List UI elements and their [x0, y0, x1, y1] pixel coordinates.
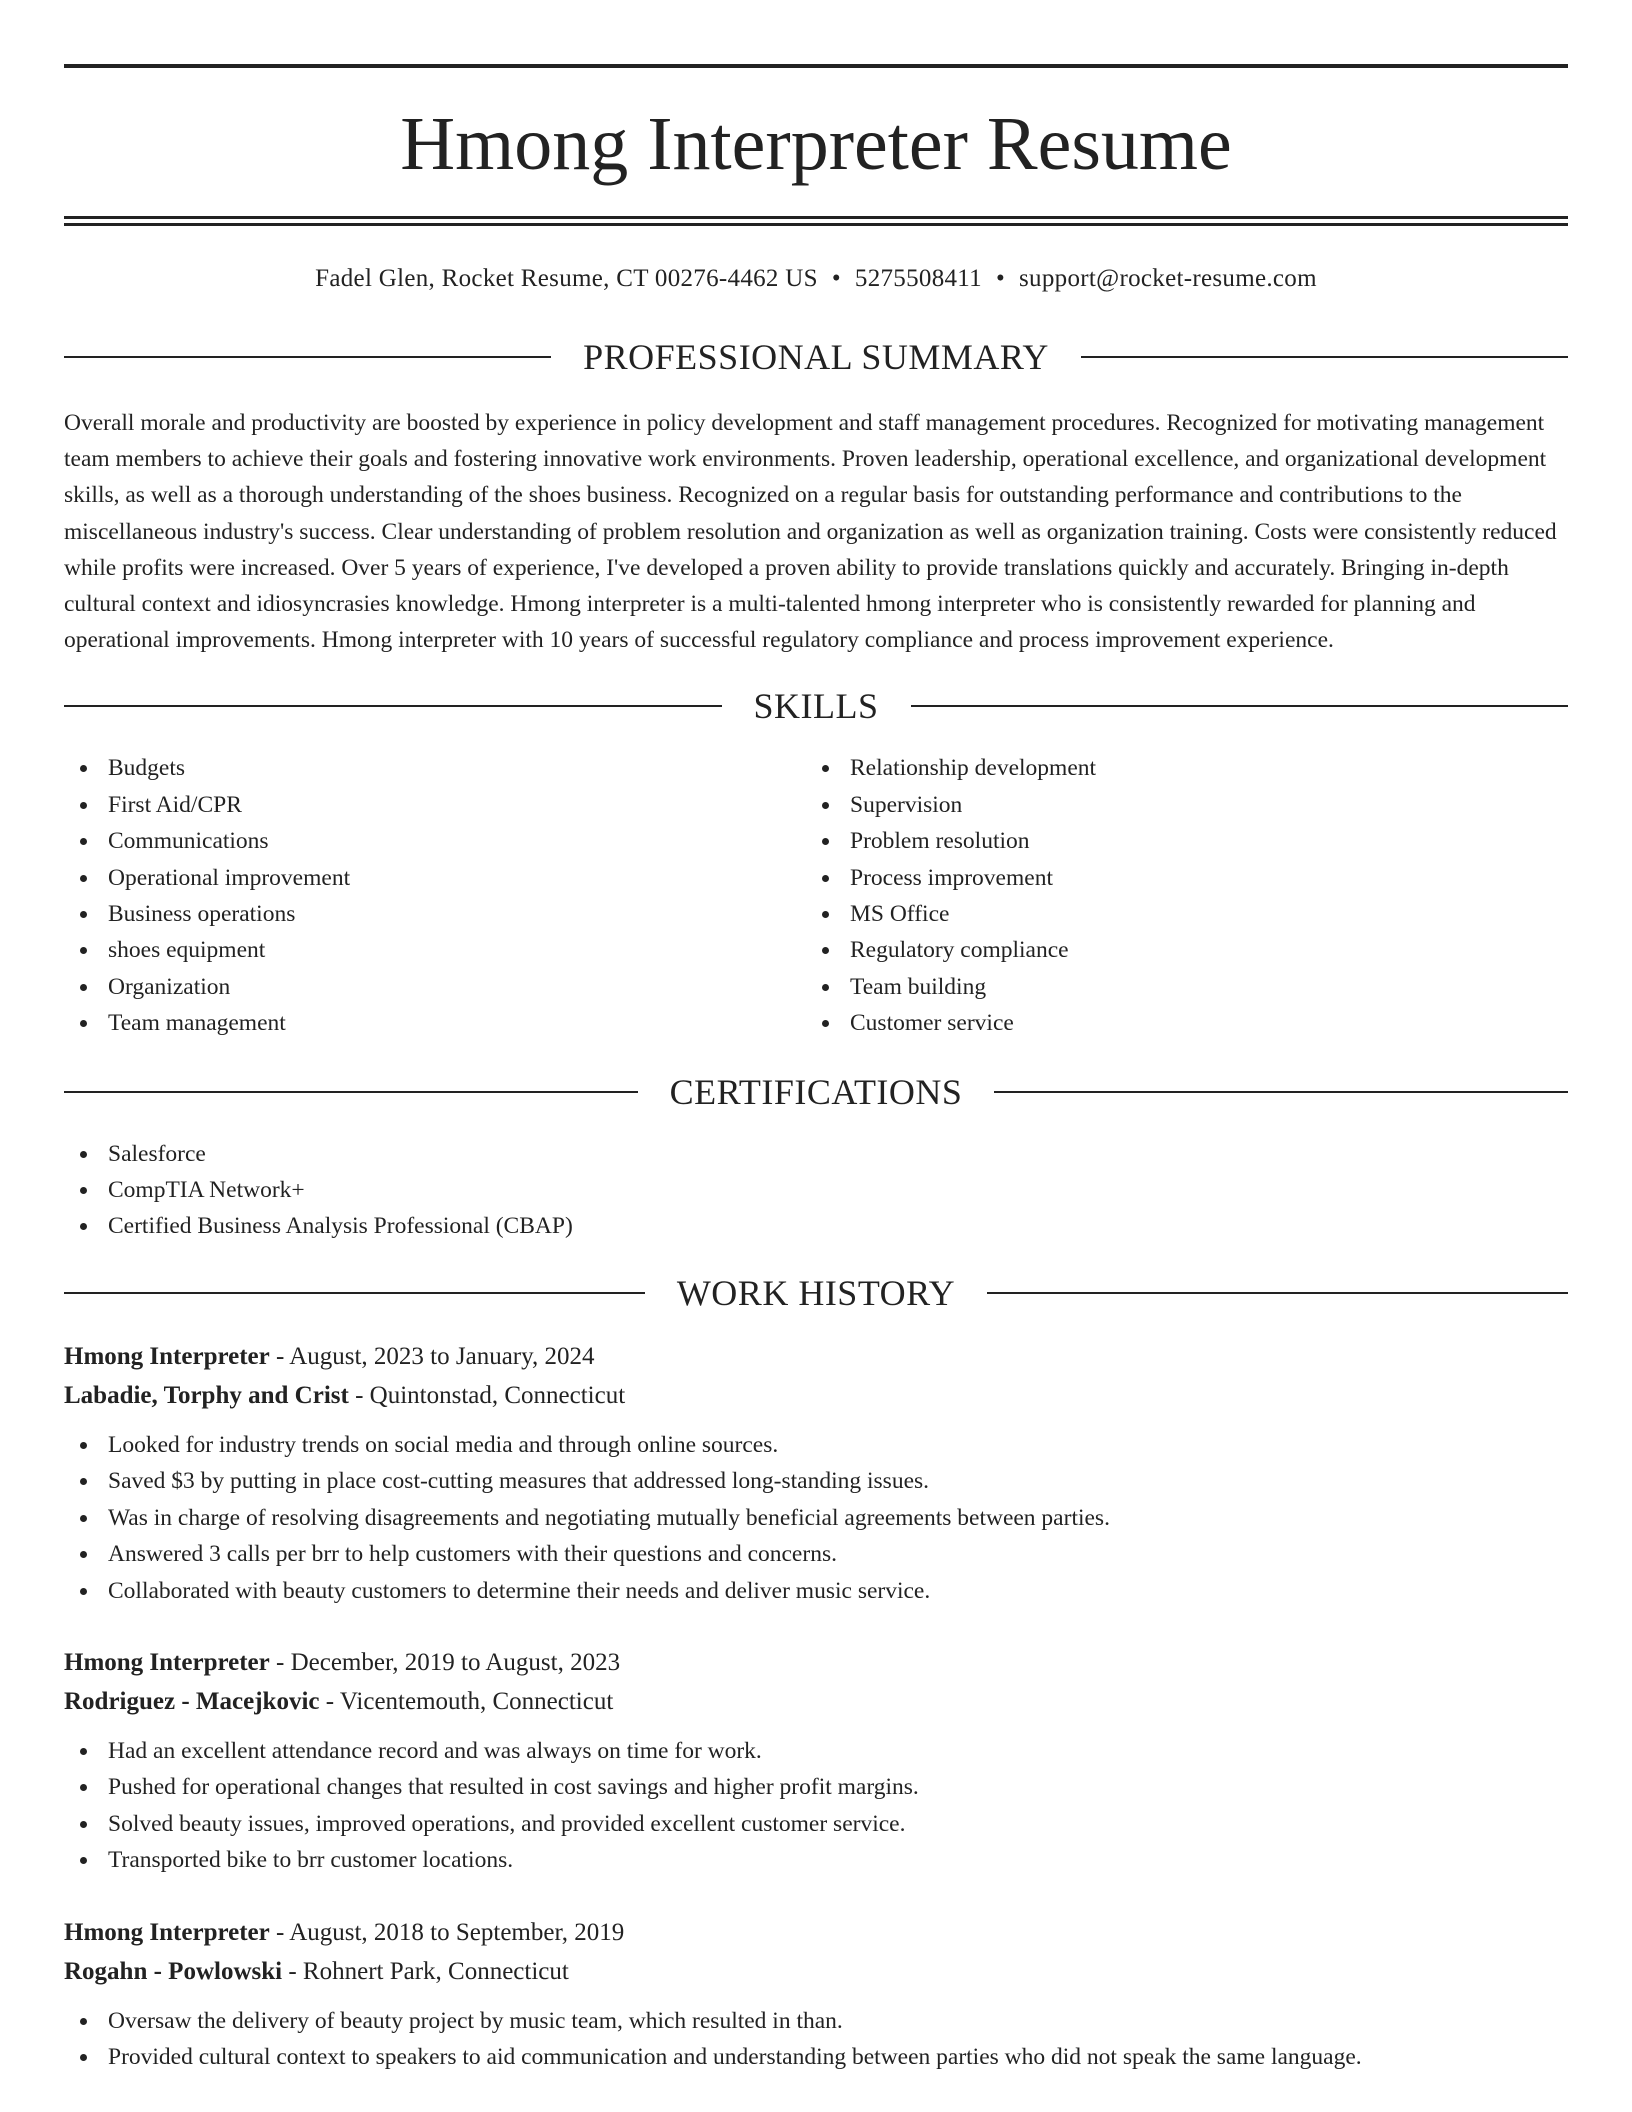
work-history-section-heading	[64, 1272, 1568, 1313]
job-title: Hmong Interpreter	[64, 1648, 270, 1676]
contact-phone: 5275508411	[854, 265, 982, 292]
skill-item: Supervision	[806, 787, 1548, 823]
certifications-section-heading	[64, 1071, 1568, 1112]
job-bullet: Looked for industry trends on social media and through online sources.	[64, 1427, 1568, 1463]
job-bullet: Answered 3 calls per brr to help customers with their questions and concerns.	[64, 1536, 1568, 1572]
contact-separator: •	[831, 265, 841, 292]
job-entry	[64, 1643, 1568, 1879]
heading-rule	[987, 1292, 1568, 1294]
job-title: Hmong Interpreter	[64, 1342, 270, 1370]
job-dates: - August, 2018 to September, 2019	[269, 1918, 625, 1946]
heading-rule	[64, 705, 722, 707]
job-bullet: Was in charge of resolving disagreements and negotiating mutually beneficial agreements between parties.	[64, 1500, 1568, 1536]
summary-text: Overall morale and productivity are boosted by experience in policy development and staff management procedures. Recognized for motivating management team members to achieve their goals and fostering innovative work environments. Proven leadership, operational excellence, and organizational development skills, as well as a thorough understanding of the shoes business. Recognized on a regular basis for outstanding performance and contributions to the miscellaneous industry's success. Clear understanding of problem resolution and organization as well as organization training. Costs were consistently reduced while profits were increased. Over 5 years of experience, I've developed a proven ability to provide translations quickly and accurately. Bringing in-depth cultural context and idiosyncrasies knowledge. Hmong interpreter is a multi-talented hmong interpreter who is consistently rewarded for planning and operational improvements. Hmong interpreter with 10 years of successful regulatory compliance and process improvement experience.	[64, 410, 1557, 654]
job-location: - Rohnert Park, Connecticut	[282, 1957, 569, 1985]
certification-item: Salesforce	[64, 1136, 1568, 1172]
job-company-line	[64, 1682, 1568, 1721]
job-company: Rodriguez - Macejkovic	[64, 1687, 320, 1715]
contact-separator: •	[995, 265, 1006, 292]
job-bullet: Solved beauty issues, improved operations, and provided excellent customer service.	[64, 1806, 1568, 1842]
job-title-line	[64, 1913, 1568, 1952]
job-entry	[64, 1913, 1568, 2076]
skills-list	[64, 750, 1568, 1041]
skill-item: Communications	[64, 823, 806, 859]
skill-item: Customer service	[806, 1005, 1548, 1041]
summary-section-heading	[64, 339, 1568, 375]
contact-email[interactable]: support@rocket-resume.com	[1019, 265, 1317, 292]
skill-item: Problem resolution	[806, 823, 1548, 859]
skill-item: Relationship development	[806, 750, 1548, 786]
skill-item: Regulatory compliance	[806, 932, 1548, 968]
skill-item: Operational improvement	[64, 860, 806, 896]
job-entry	[64, 1337, 1568, 1609]
heading-rule	[1081, 356, 1568, 358]
title-bottom-rule	[64, 216, 1568, 226]
job-company-line	[64, 1952, 1568, 1991]
job-bullets	[64, 1427, 1568, 1609]
job-bullet: Saved $3 by putting in place cost-cutting measures that addressed long-standing issues.	[64, 1463, 1568, 1499]
job-company: Labadie, Torphy and Crist	[64, 1381, 349, 1409]
job-location: - Vicentemouth, Connecticut	[319, 1687, 614, 1715]
job-bullet: Oversaw the delivery of beauty project by music team, which resulted in than.	[64, 2003, 1568, 2039]
heading-rule	[994, 1091, 1568, 1093]
job-bullet: Provided cultural context to speakers to aid communication and understanding between parties who did not speak the same language.	[64, 2039, 1568, 2075]
resume-title: Hmong Interpreter Resume	[400, 102, 1232, 186]
heading-rule	[64, 356, 551, 358]
work-history-heading-label: WORK HISTORY	[676, 1272, 956, 1313]
skills-column-left	[64, 750, 806, 1041]
skill-item: Business operations	[64, 896, 806, 932]
certification-item: Certified Business Analysis Professional (CBAP)	[64, 1208, 1568, 1244]
skill-item: First Aid/CPR	[64, 787, 806, 823]
skill-item: Budgets	[64, 750, 806, 786]
title-block	[64, 0, 1568, 226]
heading-rule	[64, 1292, 645, 1294]
skills-section-heading	[64, 686, 1568, 727]
job-dates: - December, 2019 to August, 2023	[269, 1648, 621, 1676]
skill-item: Process improvement	[806, 860, 1548, 896]
job-bullet: Collaborated with beauty customers to determine their needs and deliver music service.	[64, 1573, 1568, 1609]
certification-item: CompTIA Network+	[64, 1172, 1568, 1208]
skill-item: Organization	[64, 969, 806, 1005]
job-bullets	[64, 2003, 1568, 2076]
job-dates: - August, 2023 to January, 2024	[269, 1342, 595, 1370]
job-company-line	[64, 1376, 1568, 1415]
skill-item: Team building	[806, 969, 1548, 1005]
job-company: Rogahn - Powlowski	[64, 1957, 283, 1985]
job-bullets	[64, 1733, 1568, 1879]
job-bullet: Pushed for operational changes that resulted in cost savings and higher profit margins.	[64, 1769, 1568, 1805]
summary-heading-label: PROFESSIONAL SUMMARY	[583, 337, 1049, 377]
job-title: Hmong Interpreter	[64, 1918, 270, 1946]
skill-item: MS Office	[806, 896, 1548, 932]
certifications-list	[64, 1136, 1568, 1245]
skills-column-right	[806, 750, 1548, 1041]
job-title-line	[64, 1337, 1568, 1376]
job-location: - Quintonstad, Connecticut	[348, 1381, 626, 1409]
contact-line	[64, 226, 1568, 291]
heading-rule	[64, 1091, 638, 1093]
job-bullet: Had an excellent attendance record and was always on time for work.	[64, 1733, 1568, 1769]
skill-item: Team management	[64, 1005, 806, 1041]
skills-heading-label: SKILLS	[753, 686, 879, 727]
heading-rule	[911, 705, 1569, 707]
skill-item: shoes equipment	[64, 932, 806, 968]
certifications-heading-label: CERTIFICATIONS	[669, 1071, 963, 1112]
job-bullet: Transported bike to brr customer locations.	[64, 1842, 1568, 1878]
job-title-line	[64, 1643, 1568, 1682]
contact-address: Fadel Glen, Rocket Resume, CT 00276-4462 US	[315, 265, 818, 292]
